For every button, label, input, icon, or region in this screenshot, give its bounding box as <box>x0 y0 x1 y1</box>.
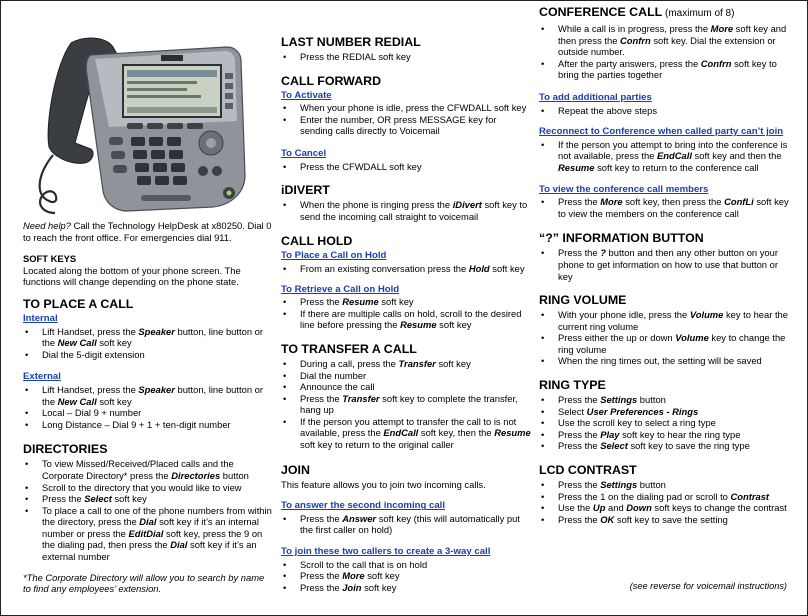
ring-volume-list <box>539 309 789 367</box>
list-item: • Dial the 5-digit extension <box>23 349 273 361</box>
column-left <box>23 220 273 595</box>
cancel-subheading: To Cancel <box>281 147 327 159</box>
softkeys-heading: SOFT KEYS <box>23 253 77 265</box>
list-item: • Press the OK soft key to save the setting <box>539 514 789 526</box>
list-item: • To place a call to one of the phone numbers from within the directory, press the Dial soft key if it’s an internal number or press the EditDial soft key, press the 9 on the dialing pad, then press the Dial soft key if it’s an external number <box>23 505 273 563</box>
activate-list <box>281 102 531 137</box>
list-item: • Press the More soft key, then press the ConfLi soft key to view the members on the conference call <box>539 196 789 219</box>
transfer-list <box>281 358 531 451</box>
list-item: • Use the Up and Down soft keys to change the contrast <box>539 502 789 514</box>
place-call-heading: TO PLACE A CALL <box>23 296 134 311</box>
list-item: • Select User Preferences - Rings <box>539 406 789 418</box>
redial-list <box>281 51 531 63</box>
hold-place-list <box>281 263 531 275</box>
list-item: • Announce the call <box>281 381 531 393</box>
list-item: • Long Distance – Dial 9 + 1 + ten-digit number <box>23 419 273 431</box>
list-item: • While a call is in progress, press the More soft key and then press the Confrn soft key. Dial the extension or outside number. <box>539 23 789 58</box>
list-item: • Use the scroll key to select a ring type <box>539 417 789 429</box>
column-middle <box>281 35 531 593</box>
list-item: • Press the CFWDALL soft key <box>281 161 531 173</box>
conference-heading: CONFERENCE CALL (maximum of 8) <box>539 5 735 19</box>
join3-list <box>281 559 531 594</box>
transfer-heading: TO TRANSFER A CALL <box>281 341 417 356</box>
list-item: • Press the 1 on the dialing pad or scroll to Contrast <box>539 491 789 503</box>
column-right <box>539 3 789 525</box>
internal-list <box>23 326 273 361</box>
list-item: • If there are multiple calls on hold, scroll to the desired line before pressing the Resume soft key <box>281 308 531 331</box>
answer-subheading: To answer the second incoming call <box>281 500 446 512</box>
join-heading: JOIN <box>281 462 310 477</box>
list-item: • With your phone idle, press the Volume key to hear the current ring volume <box>539 309 789 332</box>
conference-list <box>539 23 789 81</box>
list-item: • When the ring times out, the setting will be saved <box>539 355 789 367</box>
list-item: • Lift Handset, press the Speaker button, line button or the New Call soft key <box>23 384 273 407</box>
view-members-list <box>539 196 789 219</box>
list-item: • Press the ? button and then any other button on your phone to get information on how to use that button or key <box>539 247 789 282</box>
list-item: • Press either the up or down Volume key to change the ring volume <box>539 332 789 355</box>
list-item: • Lift Handset, press the Speaker button, line button or the New Call soft key <box>23 326 273 349</box>
idivert-list <box>281 199 531 222</box>
list-item: • If the person you attempt to transfer the call to is not available, press the EndCall soft key, then the Resume soft key to return to the original caller <box>281 416 531 451</box>
list-item: • Press the Resume soft key <box>281 296 531 308</box>
hold-retrieve-list <box>281 296 531 331</box>
hold-heading: CALL HOLD <box>281 234 353 249</box>
list-item: • Press the Join soft key <box>281 582 531 594</box>
list-item: • Press the Select soft key to save the ring type <box>539 440 789 452</box>
list-item: • Enter the number, OR press MESSAGE key for sending calls directly to Voicemail <box>281 114 531 137</box>
forward-heading: CALL FORWARD <box>281 73 382 88</box>
redial-heading: LAST NUMBER REDIAL <box>281 35 421 49</box>
external-subheading: External <box>23 371 61 383</box>
list-item: • Scroll to the directory that you would like to view <box>23 482 273 494</box>
directories-list <box>23 458 273 562</box>
list-item: • Scroll to the call that is on hold <box>281 559 531 571</box>
list-item: • Press the Answer soft key (this will automatically put the first caller on hold) <box>281 513 531 536</box>
help-text: Need help? Call the Technology HelpDesk at x80250. Dial 0 to reach the front office. For emergencies dial 911. <box>23 220 272 243</box>
join-text: This feature allows you to join two incoming calls. <box>281 478 486 490</box>
hold-retrieve-subheading: To Retrieve a Call on Hold <box>281 283 400 295</box>
cancel-list <box>281 161 531 173</box>
list-item: • Press the Select soft key <box>23 493 273 505</box>
softkeys-text: Located along the bottom of your phone screen. The functions will change depending on the phone state. <box>23 264 241 288</box>
info-button-heading: “?” INFORMATION BUTTON <box>539 231 704 246</box>
list-item: • If the person you attempt to bring into the conference is not available, press the EndCall soft key and then the Resume soft key to return to the conference call <box>539 139 789 174</box>
idivert-heading: iDIVERT <box>281 183 330 198</box>
external-list <box>23 384 273 430</box>
list-item: • To view Missed/Received/Placed calls and the Corporate Directory* press the Directories button <box>23 458 273 481</box>
ring-volume-heading: RING VOLUME <box>539 293 627 308</box>
add-parties-list <box>539 105 789 117</box>
list-item: • Press the More soft key <box>281 570 531 582</box>
list-item: • When your phone is idle, press the CFWDALL soft key <box>281 102 531 114</box>
hold-place-subheading: To Place a Call on Hold <box>281 250 387 262</box>
list-item: • Press the Settings button <box>539 479 789 491</box>
lcd-contrast-list <box>539 479 789 525</box>
list-item: • From an existing conversation press the Hold soft key <box>281 263 531 275</box>
internal-subheading: Internal <box>23 312 58 324</box>
directories-heading: DIRECTORIES <box>23 442 108 457</box>
activate-subheading: To Activate <box>281 89 332 101</box>
ring-type-heading: RING TYPE <box>539 378 606 393</box>
add-parties-subheading: To add additional parties <box>539 91 652 103</box>
list-item: • Dial the number <box>281 370 531 382</box>
ring-type-list <box>539 394 789 452</box>
list-item: • Repeat the above steps <box>539 105 789 117</box>
info-button-list <box>539 247 789 282</box>
list-item: • Press the Transfer soft key to complete the transfer, hang up <box>281 393 531 416</box>
join3-subheading: To join these two callers to create a 3-way call <box>281 546 491 558</box>
directory-footnote: *The Corporate Directory will allow you to search by name to find any employees’ extension. <box>23 571 265 595</box>
reverse-note: (see reverse for voicemail instructions) <box>629 581 787 591</box>
list-item: • Press the Play soft key to hear the ring type <box>539 429 789 441</box>
view-members-subheading: To view the conference call members <box>539 183 709 195</box>
list-item: • After the party answers, press the Confrn soft key to bring the parties together <box>539 58 789 81</box>
list-item: • Press the Settings button <box>539 394 789 406</box>
list-item: • Press the REDIAL soft key <box>281 51 531 63</box>
ip-phone-illustration <box>31 25 251 221</box>
list-item: • When the phone is ringing press the iDivert soft key to send the incoming call straight to voicemail <box>281 199 531 222</box>
answer-list <box>281 513 531 536</box>
list-item: • During a call, press the Transfer soft key <box>281 358 531 370</box>
reconnect-subheading: Reconnect to Conference when called party can’t join <box>539 126 784 138</box>
lcd-contrast-heading: LCD CONTRAST <box>539 463 637 478</box>
list-item: • Local – Dial 9 + number <box>23 407 273 419</box>
reconnect-list <box>539 139 789 174</box>
